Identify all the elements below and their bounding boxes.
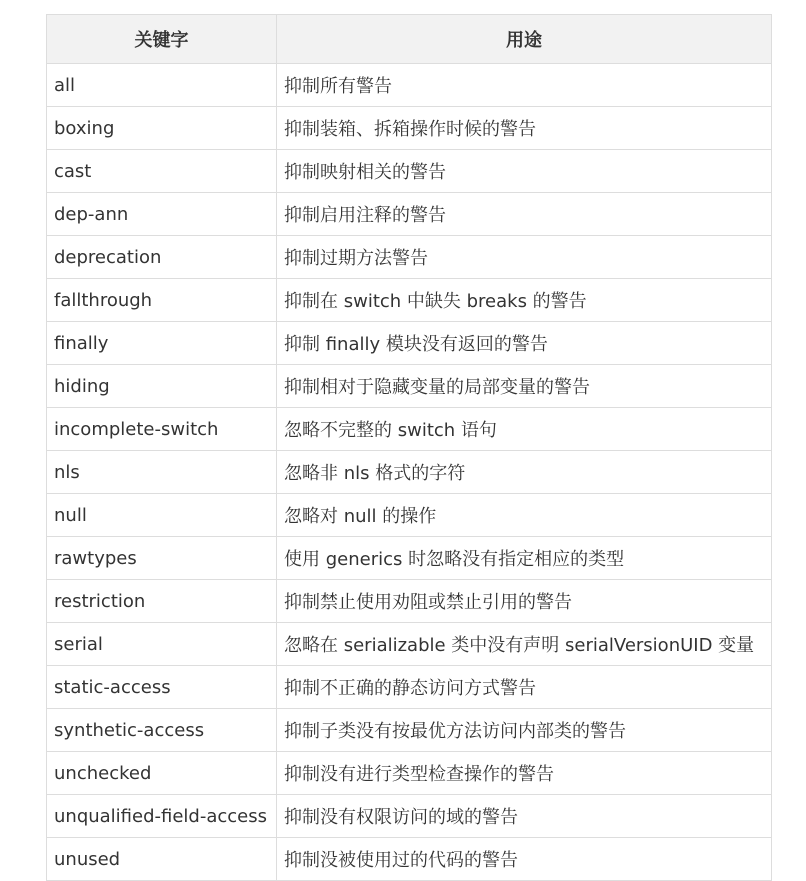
table-row [47,365,772,408]
header-purpose: 用途 [277,15,772,64]
purpose-cell: 抑制没被使用过的代码的警告 [277,838,772,881]
keyword-cell: incomplete-switch [47,408,277,451]
table-row [47,279,772,322]
table-row [47,193,772,236]
table-row [47,451,772,494]
keyword-cell: deprecation [47,236,277,279]
table-header-row [47,15,772,64]
table-row [47,709,772,752]
table-row [47,150,772,193]
keyword-cell: rawtypes [47,537,277,580]
table-row [47,322,772,365]
keyword-cell: finally [47,322,277,365]
table-row [47,752,772,795]
table-row [47,107,772,150]
keyword-cell: hiding [47,365,277,408]
purpose-cell: 忽略对 null 的操作 [277,494,772,537]
table-row [47,236,772,279]
table-row [47,64,772,107]
table-row [47,838,772,881]
purpose-cell: 抑制启用注释的警告 [277,193,772,236]
purpose-cell: 抑制没有进行类型检查操作的警告 [277,752,772,795]
keyword-cell: all [47,64,277,107]
suppress-warnings-table [46,14,772,881]
table-row [47,666,772,709]
table-row [47,494,772,537]
keyword-cell: cast [47,150,277,193]
purpose-cell: 抑制装箱、拆箱操作时候的警告 [277,107,772,150]
keyword-cell: static-access [47,666,277,709]
purpose-cell: 忽略非 nls 格式的字符 [277,451,772,494]
purpose-cell: 忽略在 serializable 类中没有声明 serialVersionUID 变量 [277,623,772,666]
purpose-cell: 抑制在 switch 中缺失 breaks 的警告 [277,279,772,322]
purpose-cell: 抑制禁止使用劝阻或禁止引用的警告 [277,580,772,623]
keyword-cell: synthetic-access [47,709,277,752]
table-row [47,580,772,623]
purpose-cell: 抑制没有权限访问的域的警告 [277,795,772,838]
purpose-cell: 抑制不正确的静态访问方式警告 [277,666,772,709]
table-row [47,795,772,838]
keyword-cell: unused [47,838,277,881]
table-body [47,64,772,881]
purpose-cell: 抑制所有警告 [277,64,772,107]
table-row [47,623,772,666]
keyword-cell: nls [47,451,277,494]
purpose-cell: 抑制映射相关的警告 [277,150,772,193]
table-container [46,14,771,881]
purpose-cell: 抑制子类没有按最优方法访问内部类的警告 [277,709,772,752]
keyword-cell: boxing [47,107,277,150]
purpose-cell: 抑制相对于隐藏变量的局部变量的警告 [277,365,772,408]
keyword-cell: fallthrough [47,279,277,322]
header-keyword: 关键字 [47,15,277,64]
table-row [47,537,772,580]
purpose-cell: 使用 generics 时忽略没有指定相应的类型 [277,537,772,580]
table-row [47,408,772,451]
keyword-cell: unqualified-field-access [47,795,277,838]
keyword-cell: dep-ann [47,193,277,236]
purpose-cell: 忽略不完整的 switch 语句 [277,408,772,451]
purpose-cell: 抑制 finally 模块没有返回的警告 [277,322,772,365]
keyword-cell: serial [47,623,277,666]
keyword-cell: null [47,494,277,537]
keyword-cell: restriction [47,580,277,623]
keyword-cell: unchecked [47,752,277,795]
purpose-cell: 抑制过期方法警告 [277,236,772,279]
